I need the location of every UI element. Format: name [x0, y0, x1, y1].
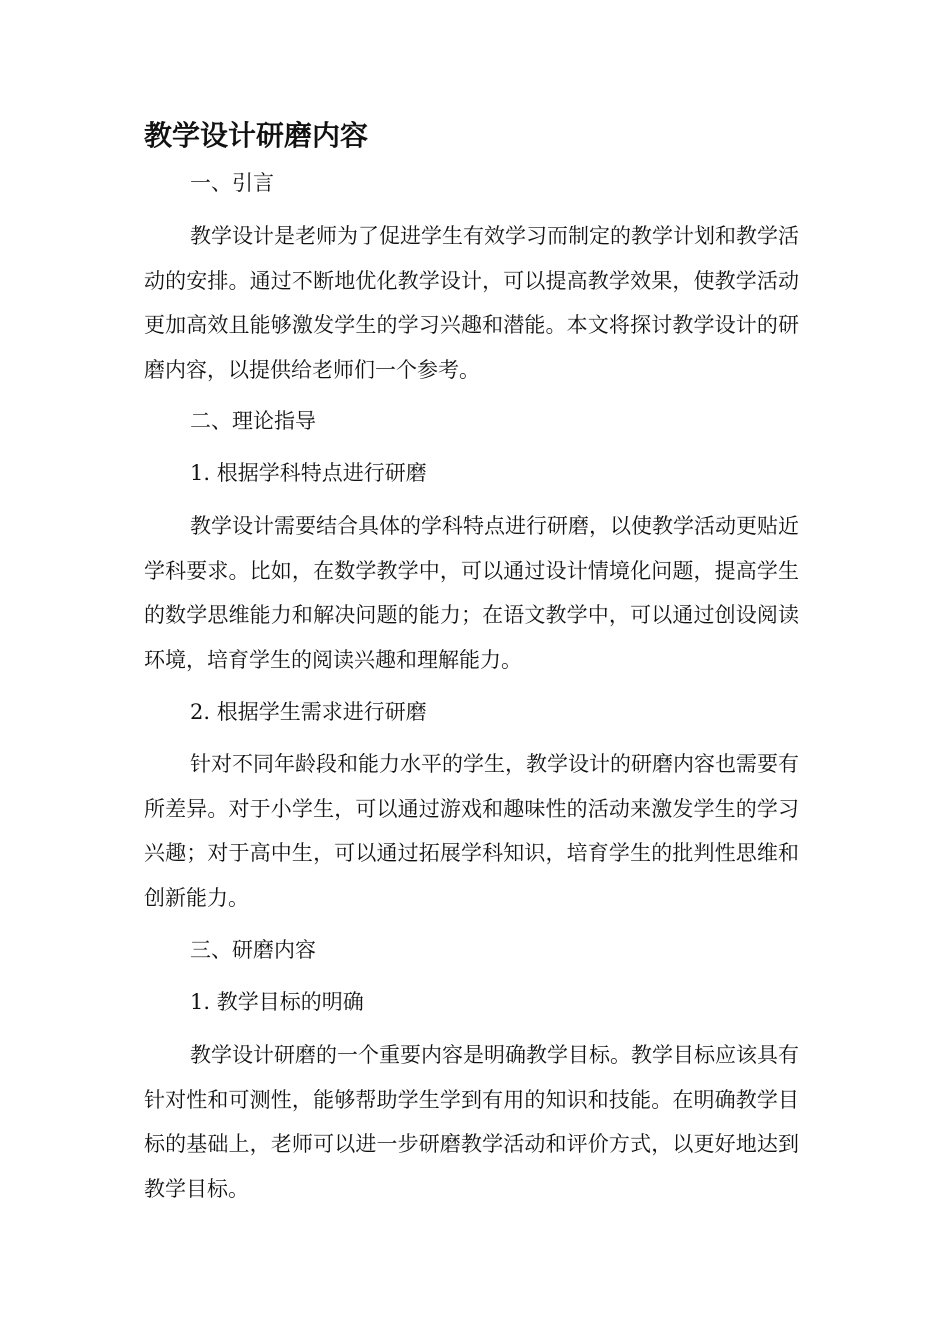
teaching-goals-paragraph: 教学设计研磨的一个重要内容是明确教学目标。教学目标应该具有针对性和可测性，能够帮助学生学到有用的知识和技能。在明确教学目标的基础上，老师可以进一步研磨教学活动和评价方式，以更好地达到教学目标。	[144, 1043, 799, 1201]
introduction-paragraph: 教学设计是老师为了促进学生有效学习而制定的教学计划和教学活动的安排。通过不断地优化教学设计，可以提高教学效果，使教学活动更加高效且能够激发学生的学习兴趣和潜能。本文将探讨教学设计的研磨内容，以提供给老师们一个参考。	[144, 224, 799, 382]
document-title: 教学设计研磨内容	[144, 119, 369, 152]
section-heading-theory: 二、理论指导	[190, 409, 316, 433]
subject-characteristics-paragraph: 教学设计需要结合具体的学科特点进行研磨，以使教学活动更贴近学科要求。比如，在数学教学中，可以通过设计情境化问题，提高学生的数学思维能力和解决问题的能力；在语文教学中，可以通过创设阅读环境，培育学生的阅读兴趣和理解能力。	[144, 514, 799, 672]
student-needs-paragraph: 针对不同年龄段和能力水平的学生，教学设计的研磨内容也需要有所差异。对于小学生，可以通过游戏和趣味性的活动来激发学生的学习兴趣；对于高中生，可以通过拓展学科知识，培育学生的批判性思维和创新能力。	[144, 752, 799, 910]
section-heading-content: 三、研磨内容	[190, 938, 316, 962]
subheading-subject-characteristics: 1. 根据学科特点进行研磨	[190, 461, 427, 485]
subheading-student-needs: 2. 根据学生需求进行研磨	[190, 700, 427, 724]
section-heading-introduction: 一、引言	[190, 171, 274, 195]
subheading-teaching-goals: 1. 教学目标的明确	[190, 990, 364, 1014]
